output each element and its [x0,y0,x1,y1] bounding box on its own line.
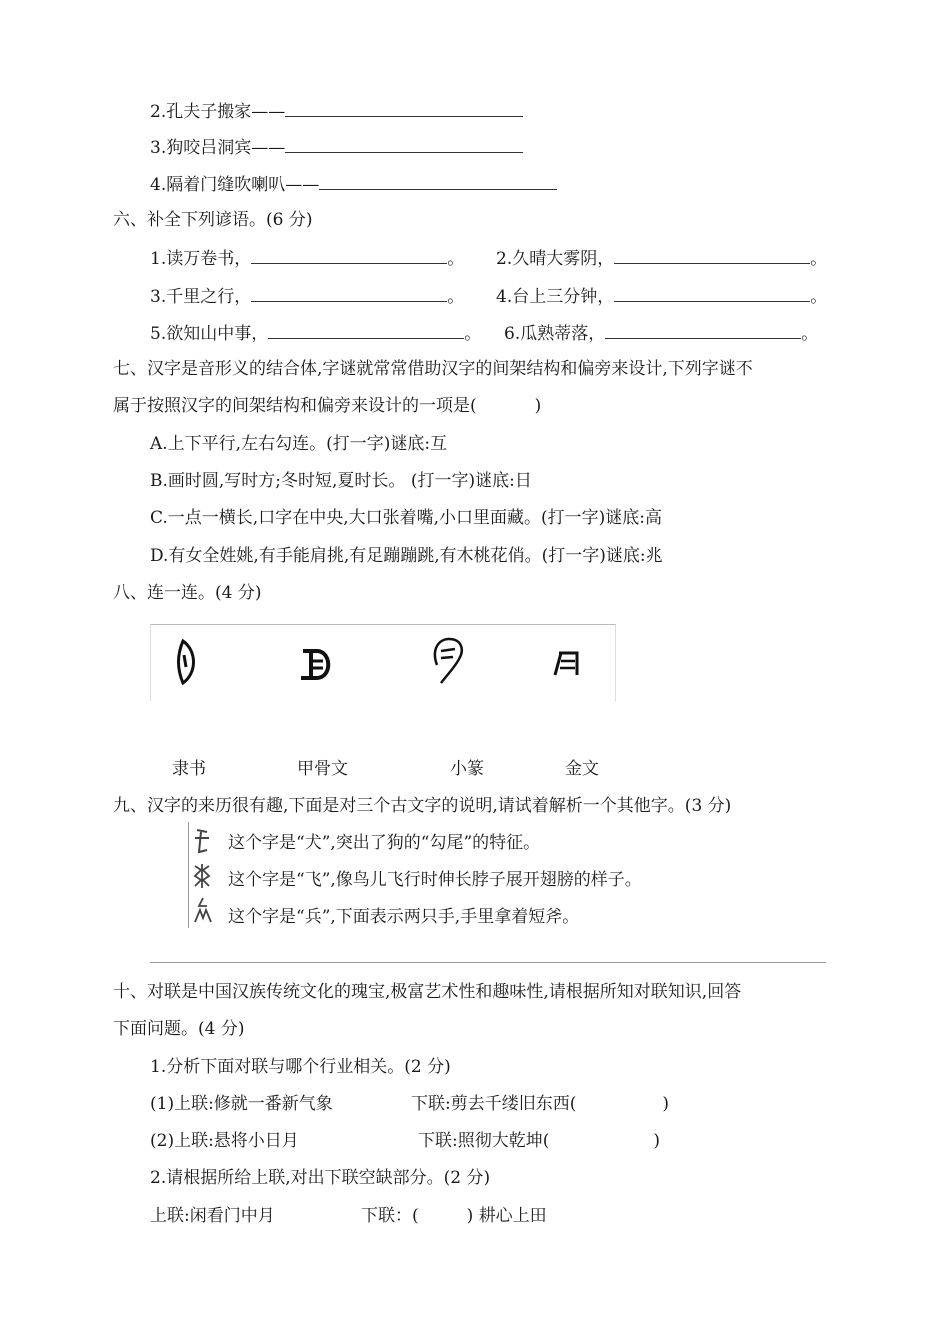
close-paren: ) [534,396,542,416]
riddle-4 [150,171,557,197]
couplet-tail: 耕心上田 [478,1206,547,1226]
ancient-character-image [150,624,616,701]
proverb-item [150,283,464,309]
option-b: B.画时圆,写时方;冬时短,夏时长。 (打一字)谜底:日 [150,471,532,491]
proverb-text: 5.欲知山中事， [150,324,269,344]
couplet-1-lower [411,1092,669,1116]
answer-blank[interactable] [251,283,447,302]
couplet-text: 下联：( [361,1206,419,1226]
period: 。 [464,324,482,344]
answer-blank[interactable] [319,171,557,190]
period: 。 [447,249,465,269]
clerical-moon-glyph [299,647,337,683]
section-8-heading: 八、连一连。(4 分) [113,583,262,603]
answer-blank[interactable] [251,245,447,264]
glyph-desc-soldier: 这个字是“兵”,下面表示两只手,手里拿着短斧。 [228,907,580,927]
proverb-text: 2.久晴大雾阴， [496,249,615,269]
proverb-item [504,320,818,346]
option-a: A.上下平行,左右勾连。(打一字)谜底:互 [150,434,448,454]
answer-blank[interactable] [285,134,523,153]
question-1: 1.分析下面对联与哪个行业相关。(2 分) [150,1057,451,1077]
close-paren: ) [662,1094,670,1114]
answer-blank[interactable] [614,245,810,264]
section-7-heading-line2 [113,394,541,418]
question-text: 属于按照汉字的间架结构和偏旁来设计的一项是( [113,396,477,416]
section-6-heading: 六、补全下列谚语。(6 分) [113,210,313,230]
section-10-heading-line1: 十、对联是中国汉族传统文化的瑰宝,极富艺术性和趣味性,请根据所知对联知识,回答 [113,982,742,1002]
ancient-character-strip [188,822,215,928]
ancient-fly-glyph [191,862,213,890]
seal-moon-glyph [429,635,469,687]
close-paren: ) [466,1206,474,1226]
couplet-text: 下联:剪去千缕旧东西( [411,1094,577,1114]
oracle-moon-glyph [173,637,203,687]
option-d: D.有女全姓姚,有手能肩挑,有足蹦蹦跳,有木桃花俏。(打一字)谜底:兆 [150,546,663,566]
proverb-text: 3.千里之行， [150,287,252,307]
couplet-3-lower [361,1204,547,1228]
ancient-soldier-glyph [191,896,213,924]
proverb-item [150,245,464,271]
option-c: C.一点一横长,口字在中央,大口张着嘴,小口里面藏。(打一字)谜底:高 [150,508,663,528]
answer-blank[interactable] [268,320,464,339]
proverb-item [150,320,481,346]
riddle-2 [150,98,523,124]
script-label-bronze: 金文 [565,759,599,779]
answer-blank[interactable] [285,98,523,117]
answer-blank[interactable] [614,283,810,302]
script-label-clerical: 隶书 [172,759,206,779]
period: 。 [810,249,828,269]
couplet-text: 下联:照彻大乾坤( [418,1131,550,1151]
period: 。 [810,287,828,307]
proverb-text: 4.台上三分钟， [496,287,615,307]
period: 。 [447,287,465,307]
couplet-3-upper: 上联:闲看门中月 [150,1206,275,1226]
answer-line[interactable] [150,962,826,963]
script-label-oracle: 甲骨文 [297,759,348,779]
glyph-desc-fly: 这个字是“飞”,像鸟儿飞行时伸长脖子展开翅膀的样子。 [228,870,642,890]
ancient-dog-glyph [191,826,213,854]
riddle-text: 4.隔着门缝吹喇叭—— [150,175,320,195]
riddle-3 [150,134,523,160]
question-2: 2.请根据所给上联,对出下联空缺部分。(2 分) [150,1168,491,1188]
riddle-text: 3.狗咬吕洞宾—— [150,138,286,158]
proverb-text: 1.读万卷书， [150,249,252,269]
bronze-moon-glyph [549,649,583,679]
proverb-text: 6.瓜熟蒂落， [504,324,606,344]
couplet-2-lower [418,1129,660,1153]
section-9-heading: 九、汉字的来历很有趣,下面是对三个古文字的说明,请试着解析一个其他字。(3 分) [113,796,732,816]
proverb-item [496,245,827,271]
period: 。 [801,324,819,344]
riddle-text: 2.孔夫子搬家—— [150,102,286,122]
script-label-seal: 小篆 [450,759,484,779]
answer-blank[interactable] [605,320,801,339]
couplet-2-upper: (2)上联:悬将小日月 [150,1131,299,1151]
glyph-desc-dog: 这个字是“犬”,突出了狗的“勾尾”的特征。 [228,833,541,853]
proverb-item [496,283,827,309]
section-10-heading-line2: 下面问题。(4 分) [113,1019,245,1039]
couplet-1-upper: (1)上联:修就一番新气象 [150,1094,333,1114]
section-7-heading-line1: 七、汉字是音形义的结合体,字谜就常常借助汉字的间架结构和偏旁来设计,下列字谜不 [113,359,753,379]
close-paren: ) [653,1131,661,1151]
